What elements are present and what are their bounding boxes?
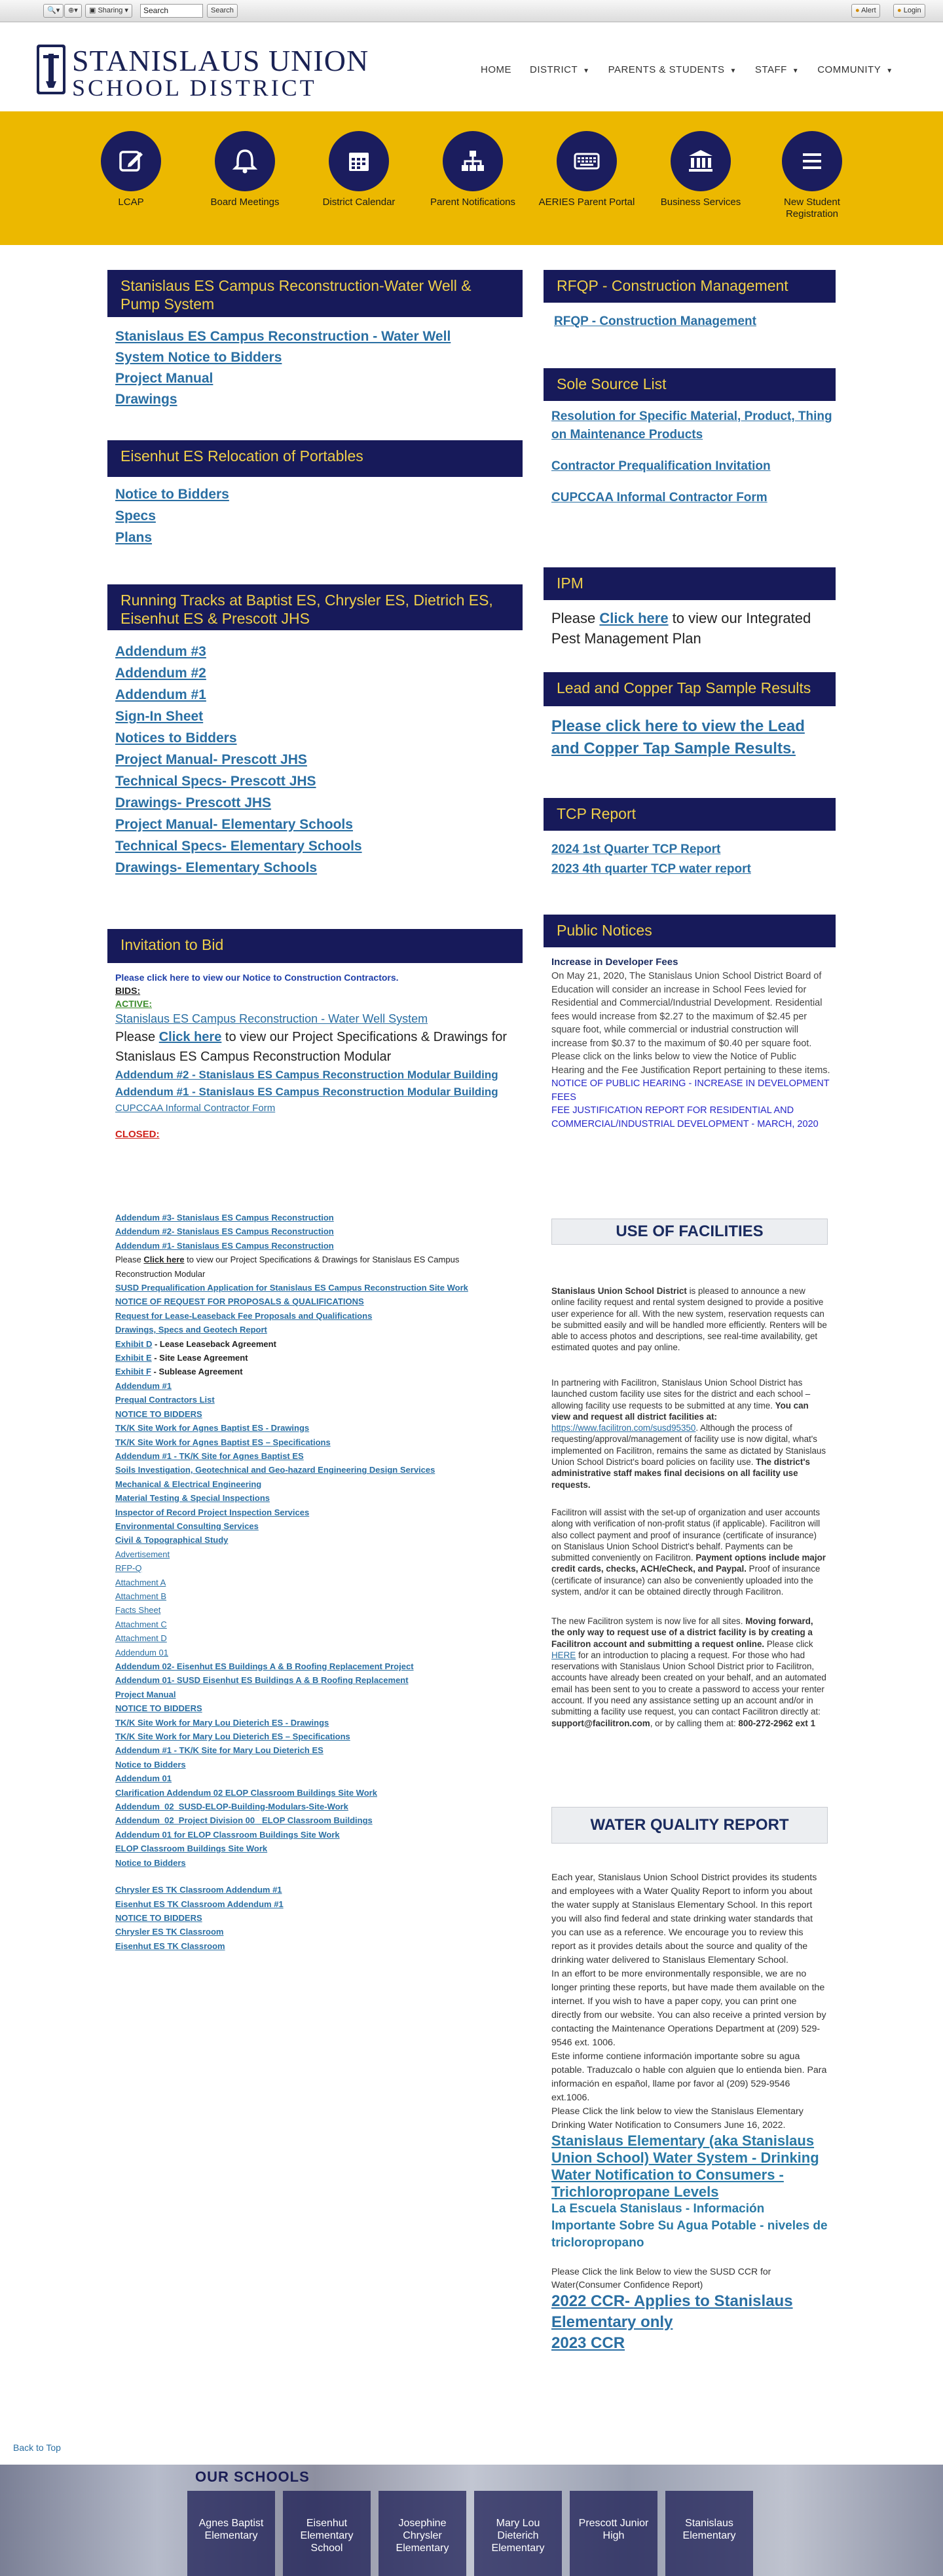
menu-icon [782,131,842,191]
exhibit-link[interactable]: Exhibit D [115,1338,153,1349]
magnify-icon: 🔍▾ [47,7,60,14]
closed-link[interactable]: NOTICE OF REQUEST FOR PROPOSALS & QUALIFICATIONS [115,1297,364,1307]
closed-list-spacer [115,1870,468,1883]
main-nav [481,64,893,75]
link-drawings-elementary[interactable]: Drawings- Elementary Schools [115,860,318,875]
active-click-here-text: Please Click here to view our Project Specifications & Drawings for Stanislaus ES Campus Reconstruction Modular [115,1030,508,1064]
link-active-water-well[interactable]: Stanislaus ES Campus Reconstruction - Water Well System [115,1012,428,1025]
link-facilitron-intro[interactable]: HERE [551,1650,576,1660]
quick-link-board-meetings[interactable]: Board Meetings [196,131,293,208]
link-plans[interactable]: Plans [115,530,153,545]
quick-link-district-calendar[interactable]: District Calendar [310,131,407,208]
exhibit-link[interactable]: Exhibit E [115,1353,152,1363]
school-card-prescott[interactable]: Prescott Junior High [570,2491,657,2576]
closed-link[interactable]: Soils Investigation, Geotechnical and Geo-hazard Engineering Design Services [115,1465,435,1475]
bell-icon [215,131,275,191]
admin-toolbar [0,0,943,22]
closed-link[interactable]: Attachment A [115,1577,166,1587]
running-tracks-links [115,641,362,879]
alert-icon: ● [855,7,862,14]
ipm-text: Please Click here to view our Integrated Pest Management Plan [551,610,811,647]
link-addendum-3[interactable]: Addendum #3 [115,644,206,659]
school-card-agnes-baptist[interactable]: Agnes Baptist Elementary [187,2491,275,2576]
closed-link[interactable]: TK/K Site Work for Mary Lou Dieterich ES - Drawings [115,1717,329,1728]
link-project-manual-prescott[interactable]: Project Manual- Prescott JHS [115,752,307,767]
tcp-report-links [551,840,751,879]
closed-link[interactable]: Inspector of Record Project Inspection Services [115,1507,310,1517]
alert-button[interactable]: ● Alert [851,4,880,18]
closed-link[interactable]: Addendum #2- Stanislaus ES Campus Reconstruction [115,1226,334,1237]
link-resolution-materials[interactable]: Resolution for Specific Material, Product, Thing on Maintenance Products [551,409,832,442]
closed-link[interactable]: Civil & Topographical Study [115,1535,229,1545]
logo-title-line1[interactable]: STANISLAUS UNION [72,44,369,77]
logo-title-line2[interactable]: SCHOOL DISTRICT [72,75,317,101]
link-notice-to-bidders[interactable]: Notice to Bidders [115,487,229,502]
closed-link[interactable]: Addendum #1 [115,1380,172,1391]
closed-link[interactable]: Attachment D [115,1633,167,1644]
closed-link[interactable]: Addendum 01 [115,1647,168,1657]
link-addendum-1[interactable]: Addendum #1 [115,687,206,702]
link-active-click-here[interactable]: Click here [158,1030,222,1044]
link-drawings[interactable]: Drawings [115,392,177,407]
invitation-to-bid-content [115,971,508,1141]
link-active-addendum-1[interactable]: Addendum #1 - Stanislaus ES Campus Reconstruction Modular Building [115,1086,498,1098]
eisenhut-portables-links [115,483,229,548]
closed-link[interactable]: Addendum_02_SUSD-ELOP-Building-Modulars-Site-Work [115,1802,348,1812]
closed-link[interactable]: Material Testing & Special Inspections [115,1493,270,1504]
closed-link[interactable]: Environmental Consulting Services [115,1521,259,1531]
nav-home[interactable]: HOME [481,64,511,75]
closed-link[interactable]: NOTICE TO BIDDERS [115,1409,202,1419]
chevron-down-icon: ▼ [886,67,893,75]
sole-source-links [551,407,833,507]
school-card-eisenhut[interactable]: Eisenhut Elementary School [283,2491,371,2576]
back-to-top-link[interactable]: Back to Top [13,2442,61,2453]
nav-community[interactable]: COMMUNITY ▼ [817,64,893,75]
quick-link-lcap[interactable]: LCAP [83,131,179,208]
panel-heading-public-notices: Public Notices [544,915,836,947]
closed-link[interactable]: Addendum 01- SUSD Eisenhut ES Buildings A & B Roofing Replacement [115,1675,409,1686]
panel-heading-water-well: Stanislaus ES Campus Reconstruction-Water Well & Pump System [107,270,523,317]
magnify-button[interactable] [43,4,64,18]
school-card-dieterich[interactable]: Mary Lou Dieterich Elementary [474,2491,562,2576]
chevron-down-icon: ▾ [122,7,128,14]
water-quality-heading: WATER QUALITY REPORT [551,1807,828,1844]
link-tcp-2024-q1[interactable]: 2024 1st Quarter TCP Report [551,843,721,856]
nav-staff[interactable]: STAFF ▼ [754,64,800,75]
chevron-down-icon: ▼ [583,67,590,75]
closed-link[interactable]: RFP-Q [115,1563,142,1574]
link-project-manual[interactable]: Project Manual [115,371,213,386]
water-quality-p5: Please Click the link Below to view the SUSD CCR for Water(Consumer Confidence Report) [551,2266,771,2290]
keyboard-icon [557,131,617,191]
public-notices-content [551,955,830,1131]
exhibit-row: Exhibit E - Site Lease Agreement [115,1353,248,1363]
closed-link[interactable]: Clarification Addendum 02 ELOP Classroom Buildings Site Work [115,1787,377,1798]
calendar-icon [329,131,389,191]
panel-heading-tcp-report: TCP Report [544,798,836,831]
use-of-facilities-heading: USE OF FACILITIES [551,1219,828,1245]
zoom-icon: ⊕▾ [68,7,78,14]
closed-link[interactable]: Addendum #1 - TK/K Site for Mary Lou Dieterich ES [115,1745,324,1756]
login-button[interactable]: ● Login [893,4,925,18]
link-tech-specs-elementary[interactable]: Technical Specs- Elementary Schools [115,839,362,854]
closed-label: CLOSED: [115,1129,160,1140]
link-lead-copper-results[interactable]: Please click here to view the Lead and Copper Tap Sample Results. [551,717,805,757]
share-icon: ▣ [89,7,98,14]
closed-link[interactable]: Addendum_02_Project Division 00_ ELOP Classroom Buildings [115,1815,373,1826]
link-ccr-2022[interactable]: 2022 CCR- Applies to Stanislaus Elementary only [551,2292,793,2331]
public-notice-heading: Increase in Developer Fees [551,957,678,968]
closed-link[interactable]: ELOP Classroom Buildings Site Work [115,1844,268,1854]
chevron-down-icon: ▼ [792,67,800,75]
closed-link[interactable]: Advertisement [115,1549,170,1559]
quick-link-new-student-registration[interactable]: New Student Registration [764,131,860,220]
org-chart-icon [443,131,503,191]
panel-heading-running-tracks: Running Tracks at Baptist ES, Chrysler ES, Dietrich ES, Eisenhut ES & Prescott JHS [107,584,523,630]
link-ipm-click-here[interactable]: Click here [599,610,669,626]
login-icon: ● [897,7,904,14]
closed-link[interactable]: Addendum 02- Eisenhut ES Buildings A & B Roofing Replacement Project [115,1661,414,1671]
link-sign-in-sheet[interactable]: Sign-In Sheet [115,709,204,724]
pencil-icon [101,131,161,191]
chevron-down-icon: ▼ [730,67,737,75]
our-schools-title: OUR SCHOOLS [195,2469,310,2485]
use-of-facilities-p4: The new Facilitron system is now live for all sites. Moving forward, the only way to request use of a district facility is by creating a Facilitron account and submitting a request online. Please click HERE for an introduction to placing a request. For those who had reservations with Stanislaus Union School District prior to Facilitron, accounts have already been created on your behalf, and an automated email has been sent to you to create a password to access your renter account. If you need any assistance setting up an account and/or in submitting a facility use request, you can contact Facilitron directly at: support@facilitron.com, or by calling them at: 800-272-2962 ext 1 [551,1616,826,1728]
link-tcp-2023-q4[interactable]: 2023 4th quarter TCP water report [551,862,751,876]
link-notice-construction-contractors[interactable]: Please click here to view our Notice to Construction Contractors. [115,972,399,983]
bank-icon [671,131,731,191]
exhibit-row: Exhibit D - Lease Leaseback Agreement [115,1338,276,1349]
public-notice-body: On May 21, 2020, The Stanislaus Union School District Board of Education will consider an increase in School Fees levied for Residential and Commercial/Industrial Development. Residential fees would increase from $2.27 to the maximum of $2.45 per square foot, while commercial or industrial construction will increase from $0.37 to the maximum of $0.40 per square foot. Please click on the links below to view the Notice of Public Hearing and the Fee Justification Report pertaining to these items. [551,971,830,1076]
link-water-well-notice[interactable]: Stanislaus ES Campus Reconstruction - Water Well System Notice to Bidders [115,329,451,365]
water-quality-p4: Please Click the link below to view the Stanislaus Elementary Drinking Water Notification to Consumers June 16, 2022. [551,2106,804,2131]
closed-link[interactable]: Attachment B [115,1591,167,1601]
closed-link[interactable]: Facts Sheet [115,1605,161,1616]
exhibit-row: Exhibit F - Sublease Agreement [115,1367,243,1377]
zoom-button[interactable] [64,4,82,18]
closed-link[interactable]: Addendum 01 [115,1773,172,1784]
link-tech-specs-prescott[interactable]: Technical Specs- Prescott JHS [115,774,316,789]
closed-link[interactable]: Project Manual [115,1689,176,1699]
closed-link[interactable]: Notice to Bidders [115,1857,186,1868]
quick-links-band [0,111,943,245]
water-quality-content [551,1871,828,2354]
link-drawings-prescott[interactable]: Drawings- Prescott JHS [115,795,272,810]
sharing-button[interactable]: ▣ Sharing ▾ [85,4,132,18]
quick-link-business-services[interactable]: Business Services [652,131,749,208]
link-water-notification-english[interactable]: Stanislaus Elementary (aka Stanislaus Union School) Water System - Drinking Water Notification to Consumers - Trichloropropane Levels [551,2132,819,2200]
closed-link[interactable]: Mechanical & Electrical Engineering [115,1479,262,1489]
panel-heading-sole-source: Sole Source List [544,368,836,401]
closed-link[interactable]: Addendum #1- Stanislaus ES Campus Reconstruction [115,1240,334,1251]
closed-link[interactable]: TK/K Site Work for Agnes Baptist ES - Drawings [115,1423,310,1433]
closed-link[interactable]: Eisenhut ES TK Classroom Addendum #1 [115,1899,284,1909]
closed-link[interactable]: Addendum #3- Stanislaus ES Campus Reconstruction [115,1213,334,1222]
panel-heading-rfqp: RFQP - Construction Management [544,270,836,303]
link-ccr-2023[interactable]: 2023 CCR [551,2334,625,2352]
school-card-chrysler[interactable]: Josephine Chrysler Elementary [379,2491,466,2576]
closed-link[interactable]: Attachment C [115,1619,167,1629]
school-card-stanislaus[interactable]: Stanislaus Elementary [665,2491,753,2576]
link-active-cupccaa[interactable]: CUPCCAA Informal Contractor Form [115,1103,276,1114]
panel-heading-ipm: IPM [544,567,836,600]
closed-link[interactable]: Chrysler ES TK Classroom [115,1927,224,1937]
closed-link[interactable]: Notice to Bidders [115,1759,186,1770]
quick-link-parent-notifications[interactable]: Parent Notifications [424,131,521,208]
link-project-manual-elementary[interactable]: Project Manual- Elementary Schools [115,817,353,832]
quick-link-aeries-portal[interactable]: AERIES Parent Portal [538,131,635,208]
closed-link[interactable]: NOTICE TO BIDDERS [115,1912,202,1923]
link-addendum-2[interactable]: Addendum #2 [115,666,206,681]
closed-link[interactable]: Addendum #1 - TK/K Site for Agnes Baptist ES [115,1450,304,1461]
closed-link[interactable]: Drawings, Specs and Geotech Report [115,1325,267,1335]
closed-link[interactable]: Chrysler ES TK Classroom Addendum #1 [115,1885,282,1895]
link-contractor-prequalification[interactable]: Contractor Prequalification Invitation [551,459,771,473]
link-notices-to-bidders[interactable]: Notices to Bidders [115,730,237,746]
active-label: ACTIVE: [115,998,152,1009]
bids-label: BIDS: [115,985,141,996]
closed-click-here-text: Please Click here to view our Project Specifications & Drawings for Stanislaus ES Campus [115,1255,460,1265]
link-fee-justification-report[interactable]: FEE JUSTIFICATION REPORT FOR RESIDENTIAL AND COMMERCIAL/INDUSTRIAL DEVELOPMENT - MARCH, 2020 [551,1105,819,1129]
link-rfqp[interactable]: RFQP - Construction Management [554,314,756,328]
panel-heading-eisenhut-portables: Eisenhut ES Relocation of Portables [107,440,523,477]
link-public-hearing-notice[interactable]: NOTICE OF PUBLIC HEARING - INCREASE IN DEVELOPMENT FEES [551,1078,830,1103]
toolbar-search-button[interactable]: Search [207,4,238,18]
district-logo-icon[interactable] [37,45,65,94]
nav-parents-students[interactable]: PARENTS & STUDENTS ▼ [608,64,737,75]
toolbar-search-input[interactable]: Search [140,4,203,18]
closed-link[interactable]: TK/K Site Work for Agnes Baptist ES – Specifications [115,1437,331,1447]
use-of-facilities-p1: Stanislaus Union School District is pleased to announce a new online facility request and rental system designed to provide a positive user experience for all. With the new system, reservation requests can be submitted easily and will be handled more efficiently. Renters will be able to access photos and descriptions, see real-time availability, get estimated quotes and pay online. [551,1286,827,1353]
link-active-addendum-2[interactable]: Addendum #2 - Stanislaus ES Campus Reconstruction Modular Building [115,1069,498,1081]
link-cupccaa-form[interactable]: CUPCCAA Informal Contractor Form [551,491,767,504]
closed-link[interactable]: TK/K Site Work for Mary Lou Dieterich ES – Specifications [115,1732,350,1742]
closed-link[interactable]: Prequal Contractors List [115,1395,215,1405]
site-header [0,22,943,111]
closed-link[interactable]: Eisenhut ES TK Classroom [115,1941,225,1951]
use-of-facilities-p3: Facilitron will assist with the set-up of organization and user accounts along with verification of non-profit status (if applicable). Facilitron will also collect payment and proof of insurance (certificate of insurance) on Stanislaus Union School District's behalf. Payments can be submitted conveniently on Facilitron. Payment options include major credit cards, checks, ACH/eCheck, and Paypal. Proof of insurance (certificate of insurance) can also be conveniently uploaded into the system, and/or it can be obtained directly through Facilitron. [551,1507,826,1597]
our-schools-band [0,2465,943,2576]
panel-heading-invitation-to-bid: Invitation to Bid [107,929,523,963]
link-closed-click-here[interactable]: Click here [143,1255,185,1265]
closed-link[interactable]: Addendum 01 for ELOP Classroom Buildings Site Work [115,1829,340,1840]
link-specs[interactable]: Specs [115,508,156,523]
water-quality-p3: Este informe contiene información importante sobre su agua potable. Traduzcalo o hable con alguien que lo entienda bien. Para información en español, llame por favor al (209) 529-9546 ext.1006. [551,2051,827,2103]
closed-bids-list [115,1211,468,1953]
closed-click-here-text-line2: Reconstruction Modular [115,1268,206,1279]
use-of-facilities-p2: In partnering with Facilitron, Stanislaus Union School District has launched custom facility use sites for the district and each school – allowing facility use requests to be submitted at any time. You can view and request all district facilities at: https://www.facilitron.com/susd95350. Although the process of requesting/approval/management of facility use is now digital, what's implemented on Facilitron, remains the same as dictated by Stanislaus Union School District's board policies on facility use. The district's administrative staff makes final decisions on all facility use requests. [551,1378,826,1490]
closed-link[interactable]: NOTICE TO BIDDERS [115,1703,202,1714]
closed-link[interactable]: Request for Lease-Leaseback Fee Proposals and Qualifications [115,1310,373,1321]
exhibit-link[interactable]: Exhibit F [115,1367,151,1377]
water-quality-p2: In an effort to be more environmentally responsible, we are no longer printing these reports, but have made them available on the internet. If you wish to have a paper copy, you can print one directly from our website. You can also receive a printed version by contacting the Maintenance Operations Department at (209) 529-9546 ext. 1006. [551,1969,826,2048]
water-well-links [115,326,482,410]
panel-heading-lead-copper: Lead and Copper Tap Sample Results [544,672,836,706]
water-quality-p1: Each year, Stanislaus Union School District provides its students and employees with a Water Quality Report to inform you about the water supply at Stanislaus Elementary School. In this report you will also find federal and state drinking water standards that you can use as a reference. We encourage you to review this report as it provides details about the source and quality of the drinking water delivered to Stanislaus Elementary School. [551,1872,817,1965]
link-facilitron-site[interactable]: https://www.facilitron.com/susd95350 [551,1423,696,1433]
link-water-notification-spanish[interactable]: La Escuela Stanislaus - Información Importante Sobre Su Agua Potable - niveles de tricloropropano [551,2202,828,2250]
closed-link[interactable]: SUSD Prequalification Application for Stanislaus ES Campus Reconstruction Site Work [115,1283,468,1293]
nav-district[interactable]: DISTRICT ▼ [530,64,590,75]
